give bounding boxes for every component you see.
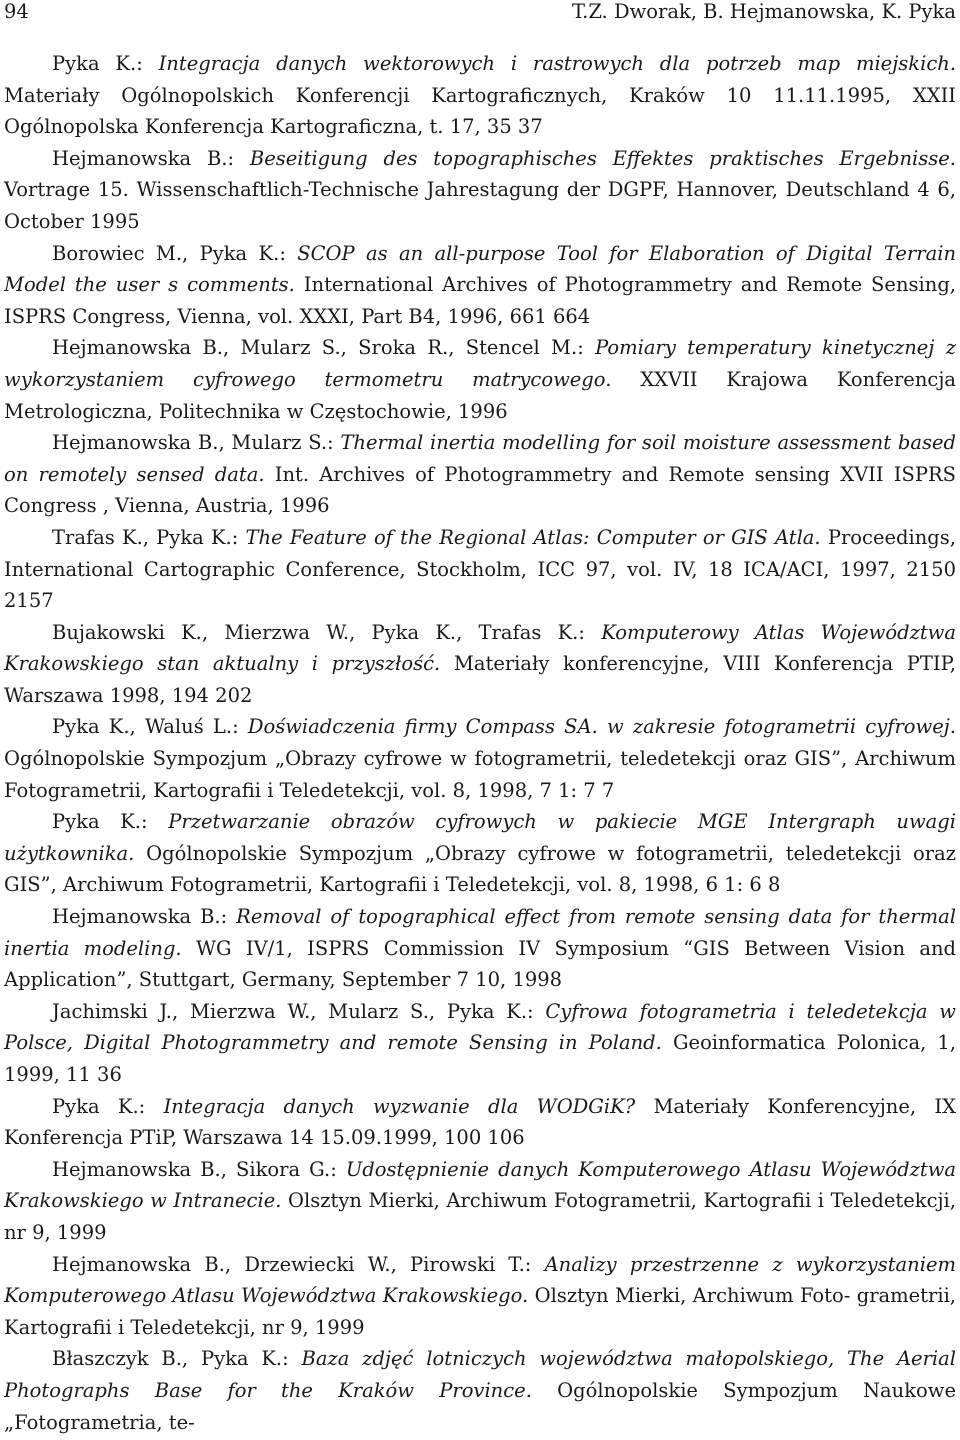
- reference-details: Int. Archives of Photogrammetry and Remote sensing XVII ISPRS Congress , Vienna, Austria, 1996: [4, 462, 956, 518]
- reference-details: Ogólnopolskie Sympozjum Naukowe „Fotogrametria, te-: [4, 1378, 956, 1434]
- page-number: 94: [4, 0, 29, 23]
- reference-details: Materiały Konferencyjne, IX Konferencja PTiP, Warszawa 14 15.09.1999, 100 106: [4, 1094, 956, 1150]
- reference-authors: Hejmanowska B., Drzewiecki W., Pirowski T.:: [52, 1252, 545, 1276]
- reference-item: [4, 1091, 956, 1154]
- reference-authors: Pyka K., Waluś L.:: [52, 715, 248, 739]
- reference-details: Geoinformatica Polonica, 1, 1999, 11 36: [4, 1031, 956, 1086]
- reference-item: [4, 617, 956, 712]
- reference-authors: Bujakowski K., Mierzwa W., Pyka K., Trafas K.:: [52, 620, 602, 644]
- reference-item: [4, 332, 956, 427]
- reference-title: Baza zdjęć lotniczych województwa małopolskiego, The Aerial Photographs Base for the Kraków Province.: [4, 1347, 956, 1402]
- reference-details: XXVII Krajowa Konferencja Metrologiczna, Politechnika w Częstochowie, 1996: [4, 367, 956, 423]
- reference-item: [4, 711, 956, 806]
- reference-details: Proceedings, International Cartographic Conference, Stockholm, ICC 97, vol. IV, 18 ICA/ACI, 1997, 2150 2157: [4, 525, 956, 613]
- reference-title: Przetwarzanie obrazów cyfrowych w pakiecie MGE Intergraph uwagi użytkownika.: [4, 810, 957, 865]
- reference-details: Ogólnopolskie Sympozjum „Obrazy cyfrowe w fotogrametrii, teledetekcji oraz GIS”, Archiwum Fotogrametrii, Kartografii i Teledetekcji, vol. 8, 1998, 6 1: 6 8: [4, 841, 956, 897]
- reference-title: The Feature of the Regional Atlas: Computer or GIS Atla.: [245, 525, 821, 549]
- reference-authors: Hejmanowska B.:: [52, 146, 250, 170]
- reference-details: Olsztyn Mierki, Archiwum Foto- grametrii, Kartografii i Teledetekcji, nr 9, 1999: [4, 1284, 956, 1339]
- reference-item: [4, 996, 956, 1091]
- reference-title: Cyfrowa fotogrametria i teledetekcja w Polsce, Digital Photogrammetry and remote Sensing in Poland.: [4, 999, 956, 1055]
- reference-authors: Borowiec M., Pyka K.:: [52, 241, 298, 265]
- reference-item: [4, 1343, 956, 1438]
- reference-details: Materiały Ogólnopolskich Konferencji Kartograficznych, Kraków 10 11.11.1995, XXII Ogólnopolska Konferencja Kartograficzna, t. 17, 35 37: [4, 83, 956, 139]
- reference-details: Vortrage 15. Wissenschaftlich-Technische Jahrestagung der DGPF, Hannover, Deutschland 4 6, October 1995: [4, 178, 956, 233]
- reference-authors: Hejmanowska B., Sikora G.:: [52, 1157, 346, 1181]
- reference-title: Beseitigung des topographisches Effektes praktisches Ergebnisse.: [249, 146, 956, 170]
- reference-authors: Hejmanowska B., Mularz S., Sroka R., Stencel M.:: [52, 336, 596, 360]
- running-title: T.Z. Dworak, B. Hejmanowska, K. Pyka: [572, 0, 956, 23]
- reference-item: [4, 48, 956, 143]
- reference-authors: Pyka K.:: [52, 810, 169, 834]
- reference-item: [4, 1154, 956, 1249]
- reference-item: [4, 522, 956, 617]
- reference-authors: Trafas K., Pyka K.:: [52, 525, 246, 549]
- reference-details: International Archives of Photogrammetry and Remote Sensing, ISPRS Congress, Vienna, vol. XXXI, Part B4, 1996, 661 664: [4, 273, 957, 328]
- reference-authors: Błaszczyk B., Pyka K.:: [52, 1347, 302, 1371]
- page-header: [4, 0, 956, 28]
- reference-title: Analizy przestrzenne z wykorzystaniem Komputerowego Atlasu Województwa Krakowskiego.: [4, 1252, 956, 1308]
- reference-authors: Pyka K.:: [52, 1094, 164, 1118]
- reference-authors: Hejmanowska B.:: [52, 905, 237, 929]
- reference-item: [4, 806, 956, 901]
- reference-title: Removal of topographical effect from remote sensing data for thermal inertia modeling.: [4, 905, 956, 960]
- reference-item: [4, 427, 956, 522]
- reference-title: Udostępnienie danych Komputerowego Atlasu Województwa Krakowskiego w Intranecie.: [4, 1157, 957, 1213]
- reference-title: SCOP as an all-purpose Tool for Elaboration of Digital Terrain Model the user s comments.: [4, 241, 957, 297]
- reference-item: [4, 1249, 956, 1344]
- reference-title: Integracja danych wektorowych i rastrowych dla potrzeb map miejskich.: [158, 52, 957, 75]
- reference-details: Olsztyn Mierki, Archiwum Fotogrametrii, Kartografii i Teledetekcji, nr 9, 1999: [4, 1189, 956, 1244]
- reference-authors: Hejmanowska B., Mularz S.:: [52, 431, 341, 455]
- reference-authors: Jachimski J., Mierzwa W., Mularz S., Pyka K.:: [52, 999, 546, 1023]
- reference-title: Pomiary temperatury kinetycznej z wykorzystaniem cyfrowego termometru matrycowego.: [4, 336, 956, 391]
- reference-title: Integracja danych wyzwanie dla WODGiK?: [163, 1094, 636, 1118]
- reference-title: Thermal inertia modelling for soil moisture assessment based on remotely sensed data.: [4, 431, 956, 486]
- reference-authors: Pyka K.:: [52, 52, 159, 75]
- reference-details: Materiały konferencyjne, VIII Konferencja PTIP, Warszawa 1998, 194 202: [4, 652, 957, 707]
- reference-title: Komputerowy Atlas Województwa Krakowskiego stan aktualny i przyszłość.: [4, 620, 956, 676]
- reference-details: WG IV/1, ISPRS Commission IV Symposium “GIS Between Vision and Application”, Stuttgart, Germany, September 7 10, 1998: [4, 936, 956, 992]
- reference-item: [4, 238, 956, 333]
- reference-item: [4, 143, 956, 238]
- reference-details: Ogólnopolskie Sympozjum „Obrazy cyfrowe w fotogrametrii, teledetekcji oraz GIS”, Archiwum Fotogrametrii, Kartografii i Teledetekcji, vol. 8, 1998, 7 1: 7 7: [4, 747, 956, 802]
- reference-item: [4, 901, 956, 996]
- reference-list: [4, 48, 956, 1438]
- reference-title: Doświadczenia firmy Compass SA. w zakresie fotogrametrii cyfrowej.: [247, 715, 956, 739]
